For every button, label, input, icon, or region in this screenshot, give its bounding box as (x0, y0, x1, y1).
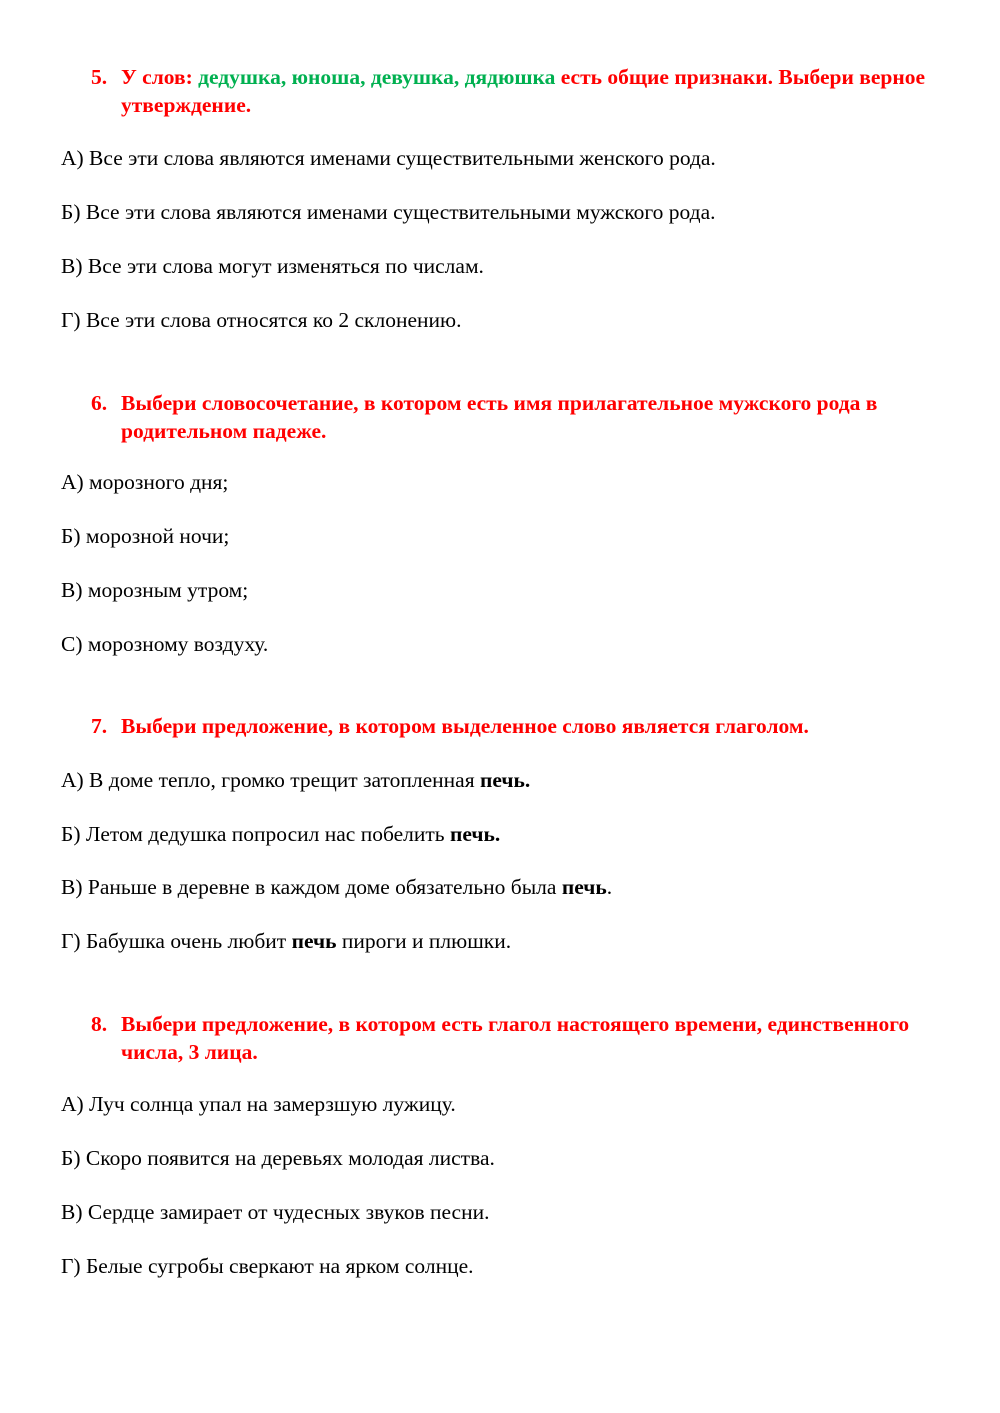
option-text-after: пироги и плюшки. (336, 929, 512, 953)
question-6-option-a: А) морозного дня; (61, 470, 229, 494)
question-7-text: Выбери предложение, в котором выделенное слово является глаголом. (121, 714, 809, 738)
option-bold-word: печь. (449, 822, 501, 846)
question-8-title (91, 1010, 951, 1066)
option-bold-word: печь (561, 875, 607, 899)
question-5-option-b: Б) Все эти слова являются именами существительными мужского рода. (61, 200, 716, 224)
question-8-option-d: Г) Белые сугробы сверкают на ярком солнце. (61, 1254, 474, 1278)
question-6-title (91, 389, 951, 445)
question-5-number: 5. (91, 65, 108, 89)
question-5-words: дедушка, юноша, девушка, дядюшка (198, 65, 556, 89)
option-text-after: . (606, 875, 613, 899)
question-5-option-c: В) Все эти слова могут изменяться по числам. (61, 254, 484, 278)
question-8-option-b: Б) Скоро появится на деревьях молодая листва. (61, 1146, 495, 1170)
question-5-text (91, 63, 951, 119)
question-8-option-a: А) Луч солнца упал на замерзшую лужицу. (61, 1092, 456, 1116)
option-bold-word: печь (291, 929, 337, 953)
question-7-option-c (61, 873, 961, 901)
question-8-text: Выбери предложение, в котором есть глагол настоящего времени, единственного числа, 3 лица. (121, 1012, 910, 1064)
option-bold-word: печь. (479, 768, 531, 792)
question-6-option-c: В) морозным утром; (61, 578, 249, 602)
question-5-option-a: А) Все эти слова являются именами существительными женского рода. (61, 146, 716, 170)
question-6-option-d: С) морозному воздуху. (61, 632, 269, 656)
question-7-option-d (61, 927, 961, 955)
option-text: А) В доме тепло, громко трещит затопленная (61, 768, 480, 792)
option-text: В) Раньше в деревне в каждом доме обязательно была (61, 875, 562, 899)
question-5-option-d: Г) Все эти слова относятся ко 2 склонению. (61, 308, 462, 332)
question-5-title (91, 63, 951, 119)
question-8-option-c: В) Сердце замирает от чудесных звуков песни. (61, 1200, 490, 1224)
question-7-option-b (61, 820, 961, 848)
option-text: Г) Бабушка очень любит (61, 929, 292, 953)
question-5-tail: есть общие признаки. Выбери верное утверждение. (121, 65, 926, 117)
question-8-number: 8. (91, 1012, 108, 1036)
question-7-number: 7. (91, 714, 108, 738)
question-6-option-b: Б) морозной ночи; (61, 524, 230, 548)
question-5-lead: У слов: (121, 65, 199, 89)
question-7-option-a (61, 766, 961, 794)
question-7-title (91, 712, 951, 740)
question-6-number: 6. (91, 391, 108, 415)
question-6-text: Выбери словосочетание, в котором есть имя прилагательное мужского рода в родительном падеже. (121, 391, 878, 443)
option-text: Б) Летом дедушка попросил нас побелить (61, 822, 450, 846)
